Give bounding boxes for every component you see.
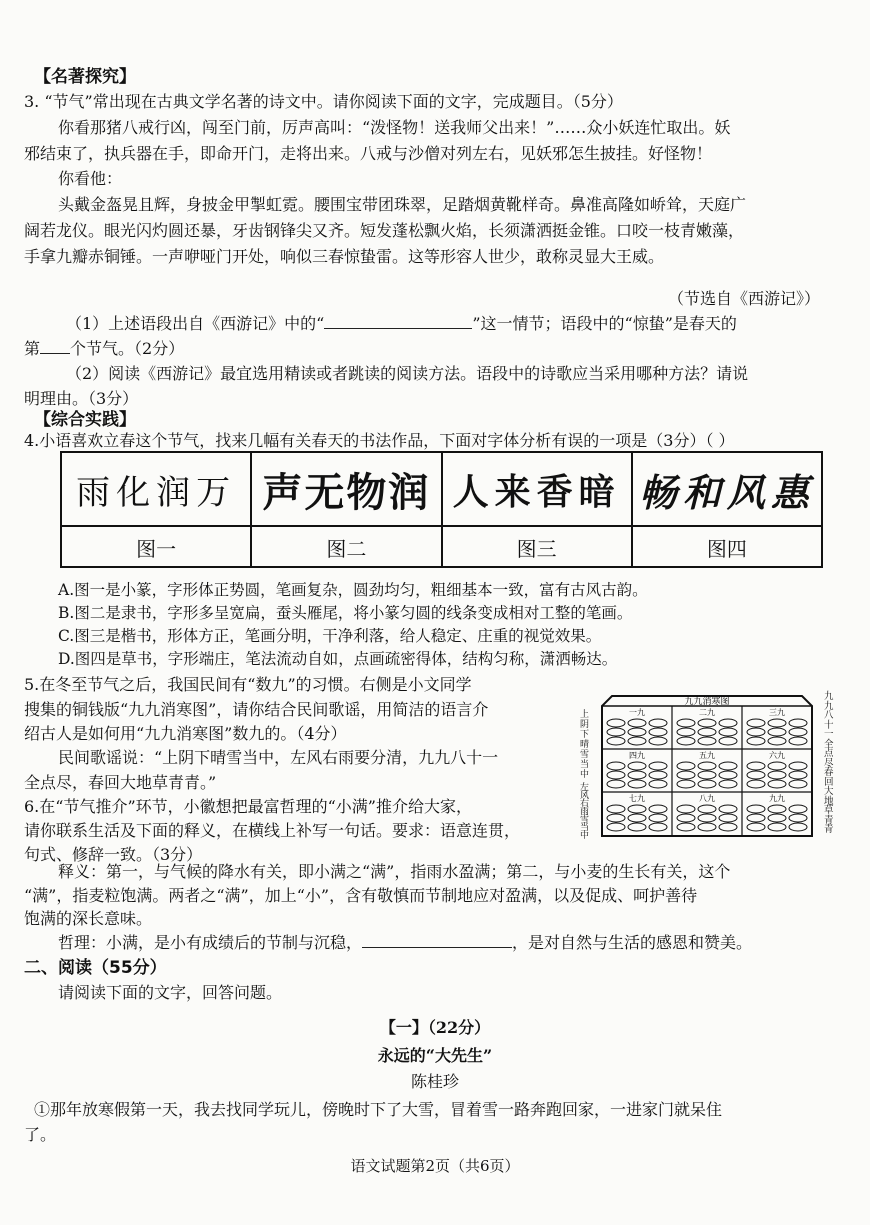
- coin-icon: [649, 762, 667, 770]
- q6-line5: “满”，指麦粒饱满。两者之“满”，加上“小”，含有敬慎而节制地应对盈满，以及促成、呵护善待: [24, 886, 698, 905]
- q3-poem-line2: 阔若龙仪。眼光闪灼圆还暴，牙齿钢锋尖又齐。短发蓬松飘火焰，长须潇洒挺金锥。口咬一枝青嫩藻，: [24, 221, 745, 240]
- q6-philosophy-a: 哲理：小满，是小有成绩后的节制与沉稳，: [58, 933, 363, 952]
- calligraphy-art-2: 声无物润: [262, 468, 431, 516]
- coin-icon: [789, 719, 807, 727]
- coin-icon: [719, 814, 737, 822]
- article-title: 永远的“大先生”: [377, 1046, 493, 1065]
- coin-icon: [677, 728, 695, 736]
- q4-option-a[interactable]: A.图一是小篆，字形体正势圆，笔画复杂，圆劲均匀，粗细基本一致，富有古风古韵。: [58, 581, 648, 599]
- coin-icon: [719, 737, 737, 745]
- coin-icon: [628, 780, 646, 788]
- coin-icon: [719, 771, 737, 779]
- calligraphy-art-3: 人来香暗: [452, 470, 621, 513]
- coin-icon: [677, 823, 695, 831]
- q3-sub2-line2: 明理由。（3分）: [24, 389, 139, 408]
- coin-icon: [628, 823, 646, 831]
- coin-icon: [747, 719, 765, 727]
- coin-icon: [607, 771, 625, 779]
- section-heading-zonghe: 【综合实践】: [34, 410, 136, 430]
- coin-icon: [768, 814, 786, 822]
- q3-passage-line1: 你看那猪八戒行凶，闯至门前，厉声高叫：“泼怪物！送我师父出来！”……众小妖连忙取出。妖: [58, 118, 731, 137]
- calligraphy-table: [60, 451, 823, 568]
- q6-philosophy-b: ，是对自然与生活的感恩和赞美。: [512, 933, 753, 952]
- calligraphy-art-row: [62, 453, 821, 527]
- coin-icon: [789, 814, 807, 822]
- caption-fig4: 图四: [706, 537, 747, 561]
- coin-icon: [768, 719, 786, 727]
- q6-line7: [58, 930, 752, 953]
- coin-icon: [747, 737, 765, 745]
- jiujiu-cell-label: 七九: [629, 794, 645, 803]
- coin-icon: [649, 728, 667, 736]
- coin-icon: [607, 762, 625, 770]
- coin-icon: [628, 814, 646, 822]
- q3-stem: 3. “节气”常出现在古典文学名著的诗文中。请你阅读下面的文字，完成题目。（5分）: [24, 92, 623, 111]
- coin-icon: [698, 771, 716, 779]
- coin-icon: [789, 771, 807, 779]
- jiujiu-cell-label: 一九: [629, 708, 645, 717]
- coin-icon: [607, 737, 625, 745]
- coin-icon: [747, 780, 765, 788]
- calligraphy-art-4: 畅和风惠: [638, 469, 815, 515]
- q5-line3: 绍古人是如何用“九九消寒图”数九的。（4分）: [24, 724, 347, 743]
- coin-icon: [719, 719, 737, 727]
- jiujiu-cell-label: 三九: [769, 708, 785, 717]
- q3-sub1-blank-order[interactable]: [40, 337, 70, 354]
- coin-icon: [607, 805, 625, 813]
- q4-stem: 4.小语喜欢立春这个节气，找来几幅有关春天的书法作品，下面对字体分析有误的一项是（3分）（ ）: [24, 431, 735, 450]
- coin-icon: [789, 762, 807, 770]
- coin-icon: [698, 719, 716, 727]
- coin-icon: [789, 780, 807, 788]
- coin-icon: [747, 728, 765, 736]
- article-para1-line2: 了。: [24, 1125, 57, 1144]
- q3-sub1-blank-episode[interactable]: [324, 312, 472, 329]
- jiujiu-left-caption-a: 上阴下晴雪当中: [580, 710, 590, 780]
- q6-answer-blank[interactable]: [362, 931, 512, 948]
- caption-fig3: 图三: [516, 537, 557, 561]
- jiujiu-title: 九九消寒图: [684, 697, 730, 707]
- article-para1-line1: ①那年放寒假第一天，我去找同学玩儿，傍晚时下了大雪，冒着雪一路奔跑回家，一进家门就呆住: [34, 1100, 723, 1119]
- coin-icon: [649, 814, 667, 822]
- coin-icon: [607, 823, 625, 831]
- coin-icon: [649, 780, 667, 788]
- coin-icon: [789, 728, 807, 736]
- coin-icon: [628, 771, 646, 779]
- jiujiu-cell-label: 四九: [629, 751, 645, 760]
- coin-icon: [719, 728, 737, 736]
- coin-icon: [747, 823, 765, 831]
- coin-icon: [628, 737, 646, 745]
- q3-sub1-text-a: （1）上述语段出自《西游记》中的“: [66, 314, 325, 333]
- caption-cell-1: [62, 527, 252, 568]
- q3-passage-line2: 邪结束了，执兵器在手，即命开门，走将出来。八戒与沙僧对列左右，见妖邪怎生披挂。好怪物！: [24, 144, 713, 163]
- coin-icon: [677, 762, 695, 770]
- article-author: 陈桂珍: [410, 1072, 459, 1091]
- coin-icon: [649, 823, 667, 831]
- part2-heading: 二、阅读（55分）: [24, 958, 167, 978]
- q6-line2: 请你联系生活及下面的释义，在横线上补写一句话。要求：语意连贯，: [24, 821, 521, 840]
- coin-icon: [719, 823, 737, 831]
- coin-icon: [768, 728, 786, 736]
- coin-icon: [719, 780, 737, 788]
- jiujiu-cell-label: 六九: [769, 751, 785, 760]
- coin-icon: [677, 780, 695, 788]
- q6-line3: 句式、修辞一致。（3分）: [24, 845, 203, 864]
- coin-icon: [677, 771, 695, 779]
- coin-icon: [649, 805, 667, 813]
- coin-icon: [698, 780, 716, 788]
- coin-icon: [698, 805, 716, 813]
- coin-icon: [698, 728, 716, 736]
- q3-passage-line3: 你看他：: [58, 169, 123, 188]
- q6-line4: 释义：第一，与气候的降水有关，即小满之“满”，指雨水盈满；第二，与小麦的生长有关，这个: [58, 862, 731, 881]
- part2-intro: 请阅读下面的文字，回答问题。: [58, 983, 283, 1002]
- coin-icon: [768, 780, 786, 788]
- coin-icon: [768, 823, 786, 831]
- coin-icon: [768, 762, 786, 770]
- q5-line1: 5.在冬至节气之后，我国民间有“数九”的习惯。右侧是小文同学: [24, 675, 472, 694]
- coin-icon: [719, 762, 737, 770]
- q4-option-b[interactable]: B.图二是隶书，字形多呈宽扁，蚕头雁尾，将小篆匀圆的线条变成相对工整的笔画。: [58, 604, 633, 622]
- coin-icon: [628, 762, 646, 770]
- q3-poem-line3: 手拿九瓣赤铜锤。一声咿哑门开处，响似三春惊蛰雷。这等形容人世少，敢称灵显大王威。: [24, 247, 665, 266]
- jiujiu-cell-label: 二九: [699, 708, 715, 717]
- coin-icon: [677, 719, 695, 727]
- part2-subheading: 【一】（22分）: [379, 1018, 491, 1037]
- coin-icon: [789, 805, 807, 813]
- jiujiu-cell-label: 八九: [699, 794, 715, 803]
- coin-icon: [607, 728, 625, 736]
- calligraphy-cell-1: [62, 453, 252, 525]
- q5-line4: 民间歌谣说：“上阴下晴雪当中，左风右雨要分清，九九八十一: [58, 748, 499, 767]
- calligraphy-art-1: 雨化润万: [76, 472, 237, 513]
- caption-cell-3: [443, 527, 633, 568]
- caption-fig2: 图二: [326, 537, 367, 561]
- coin-icon: [607, 719, 625, 727]
- coin-icon: [789, 737, 807, 745]
- coin-icon: [698, 814, 716, 822]
- coin-icon: [628, 719, 646, 727]
- jiujiu-left-caption-b: 左风右雨雪当中: [580, 783, 590, 841]
- coin-icon: [628, 805, 646, 813]
- q3-sub1-line2: [24, 336, 184, 359]
- jiujiu-cell-label: 九九: [769, 794, 785, 803]
- coin-icon: [607, 780, 625, 788]
- q3-sub2-line1: （2）阅读《西游记》最宜选用精读或者跳读的阅读方法。语段中的诗歌应当采用哪种方法？请说: [66, 364, 749, 383]
- q3-poem-line1: 头戴金盔晃且辉，身披金甲掣虹霓。腰围宝带团珠翠，足踏烟黄靴样奇。鼻准高隆如峤耸，天庭广: [58, 195, 747, 214]
- coin-icon: [698, 762, 716, 770]
- q6-line6: 饱满的深长意味。: [24, 909, 153, 928]
- calligraphy-cell-4: [633, 453, 821, 525]
- q3-sub1-text-c: 第: [24, 339, 41, 358]
- coin-icon: [677, 814, 695, 822]
- coin-icon: [698, 823, 716, 831]
- coin-icon: [719, 805, 737, 813]
- q3-source: （节选自《西游记》）: [668, 289, 821, 308]
- caption-cell-4: [633, 527, 821, 568]
- calligraphy-cell-2: [252, 453, 442, 525]
- q3-sub1-text-d: 个节气。（2分）: [70, 339, 185, 358]
- coin-icon: [747, 762, 765, 770]
- coin-icon: [747, 814, 765, 822]
- coin-icon: [649, 737, 667, 745]
- coin-icon: [747, 805, 765, 813]
- caption-fig1: 图一: [136, 537, 177, 561]
- coin-icon: [698, 737, 716, 745]
- section-heading-mingzhu: 【名著探究】: [34, 67, 136, 87]
- q6-line1: 6.在“节气推介”环节，小徽想把最富哲理的“小满”推介给大家，: [24, 797, 472, 816]
- calligraphy-cell-3: [443, 453, 633, 525]
- coin-icon: [649, 719, 667, 727]
- coin-icon: [768, 737, 786, 745]
- q4-option-c[interactable]: C.图三是楷书，形体方正，笔画分明，干净利落，给人稳定、庄重的视觉效果。: [58, 627, 602, 645]
- q3-sub1-line1: [66, 311, 737, 334]
- jiujiu-xiaohan-chart: [572, 688, 842, 848]
- coin-icon: [607, 814, 625, 822]
- coin-icon: [768, 771, 786, 779]
- caption-cell-2: [252, 527, 442, 568]
- calligraphy-caption-row: [62, 527, 821, 568]
- jiujiu-cell-label: 五九: [699, 751, 715, 760]
- q5-line2: 搜集的铜钱版“九九消寒图”，请你结合民间歌谣，用简洁的语言介: [24, 700, 489, 719]
- q4-option-d[interactable]: D.图四是草书，字形端庄，笔法流动自如，点画疏密得体，结构匀称，潇洒畅达。: [58, 650, 618, 668]
- coin-icon: [747, 771, 765, 779]
- coin-icon: [789, 823, 807, 831]
- page-footer: 语文试题第2页（共6页）: [350, 1157, 520, 1175]
- coin-icon: [768, 805, 786, 813]
- q3-sub1-text-b: ”这一情节；语段中的“惊蛰”是春天的: [472, 314, 737, 333]
- coin-icon: [628, 728, 646, 736]
- coin-icon: [649, 771, 667, 779]
- jiujiu-right-caption: 九九八十一全点尽 春回大地草青青: [824, 691, 834, 835]
- coin-icon: [677, 805, 695, 813]
- jiujiu-chart-svg: [572, 688, 842, 848]
- q5-line5: 全点尽，春回大地草青青。”: [24, 773, 217, 792]
- coin-icon: [677, 737, 695, 745]
